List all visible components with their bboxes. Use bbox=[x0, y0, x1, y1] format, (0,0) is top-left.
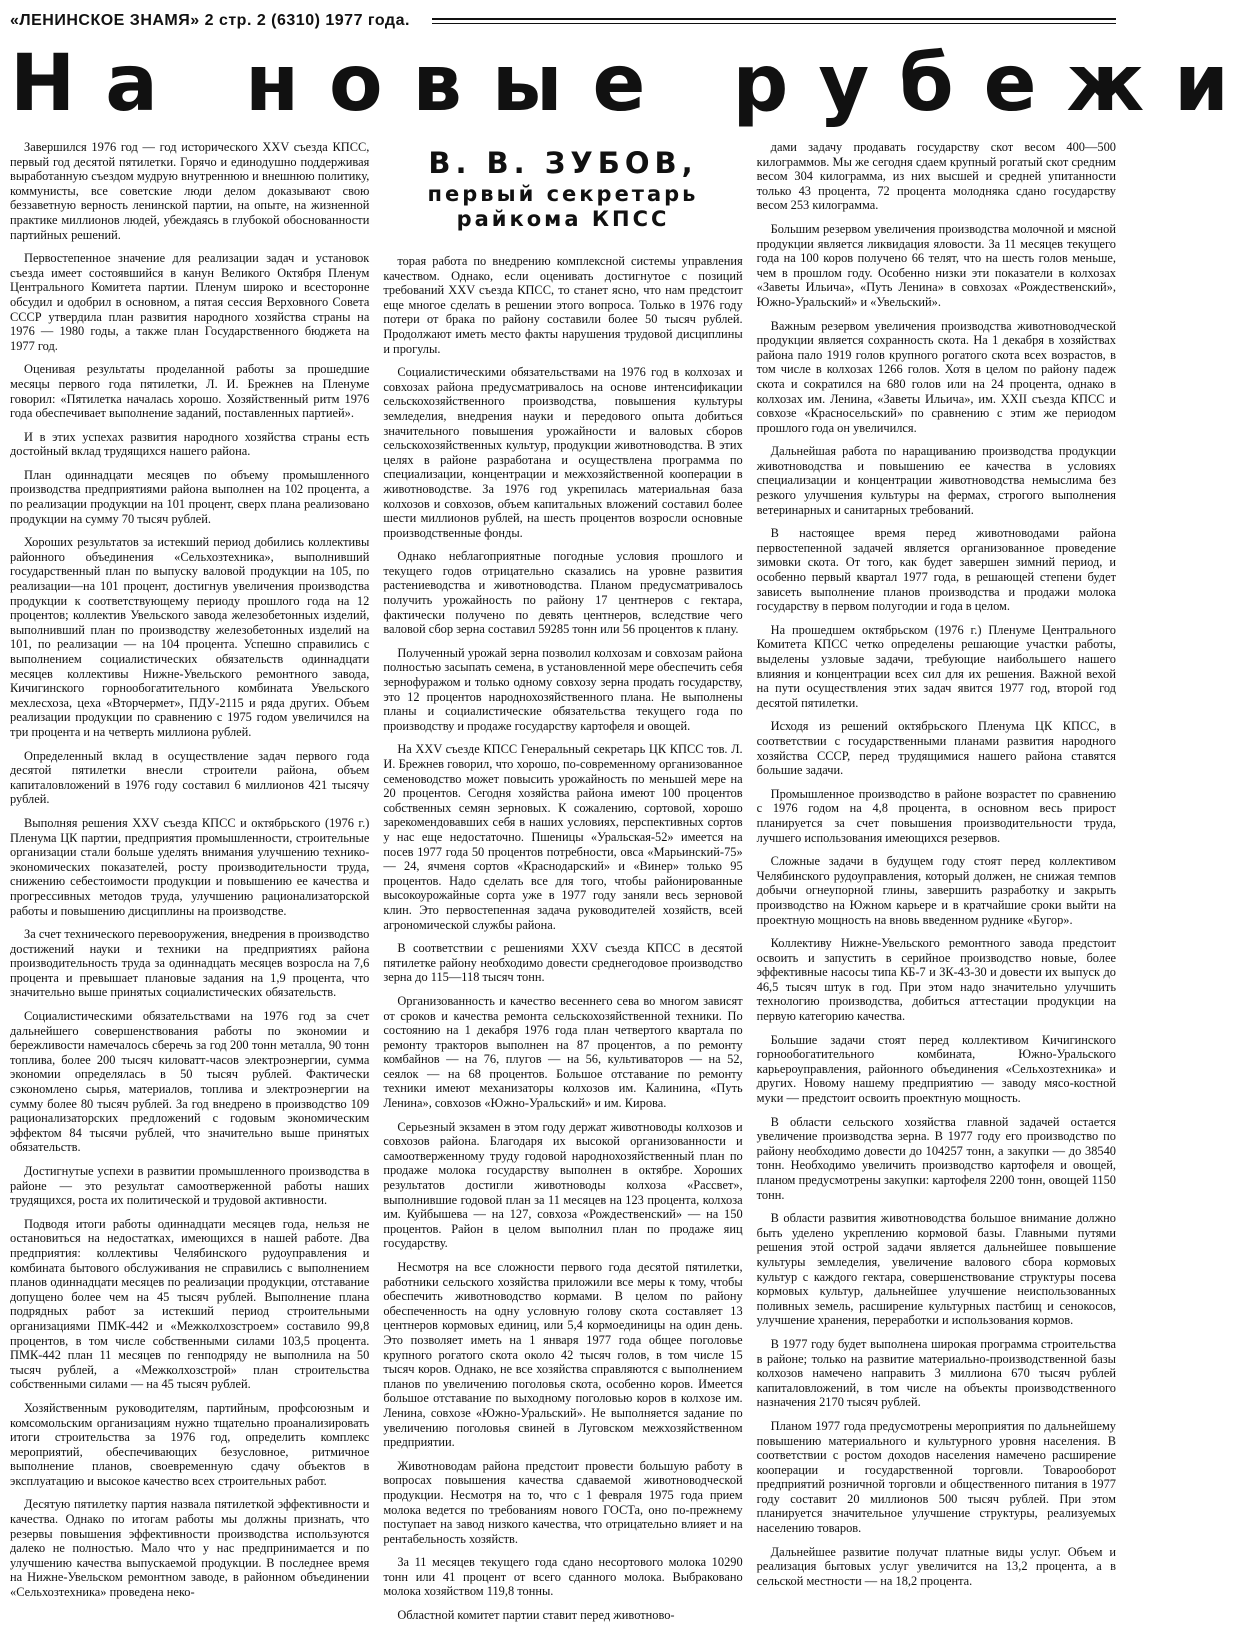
paragraph: План одиннадцати месяцев по объему промышленного производства предприятиями района выполнен на 102 процента, а по реализации продукции на 101 процент, сверх плана реализовано продукции на сумму 70 тысяч рублей. bbox=[10, 467, 370, 526]
paragraph: Серьезный экзамен в этом году держат животноводы колхозов и совхозов района. Благодаря их высокой организованности и самоотверженному труду годовой народнохозяйственный план по продаже молока государству выполнен в октябре. Хороших результатов достигли животноводы колхоза «Рассвет», выполнившие годовой план за 11 месяцев на 123 процента, колхоза им. Куйбышева — на 127, совхоза «Рождественский» — на 150 процентов. Район в целом выполнил план по продаже яиц государству. bbox=[383, 1119, 743, 1251]
masthead-rule bbox=[432, 23, 1116, 24]
paragraph: Несмотря на все сложности первого года десятой пятилетки, работники сельского хозяйства приложили все меры к тому, чтобы обеспечить животноводство кормами. В целом по району обеспеченность на одну условную голову скота составляет 13 центнеров кормовых единиц, или 5,4 кормоединицы на один день. Это позволяет иметь на 1 января 1977 года общее поголовье крупного рогатого скота около 42 тысяч голов, в том числе 15 тысяч коров. Однако, не все хозяйства справляются с выполнением планов по увеличению поголовья скота, особенно коров. Имеется большое отставание по выходному поголовью коров в колхозе им. Ленина, совхозе «Южно-Уральский». Не выполняется задание по увеличению поголовья свиней в Луговском межхозяйственном предприятии. bbox=[383, 1260, 743, 1450]
paragraph: Завершился 1976 год — год исторического XXV съезда КПСС, первый год десятой пятилетки. Горячо и единодушно поддерживая выработанную съездом мудрую внутреннюю и внешнюю политику, коммунисты, все советские люди делом доказывают свою беззаветную верность ленинской партии, на опыте, на жизненной практике миллионов людей, убеждаясь в глубокой обоснованности партийных решений. bbox=[10, 140, 370, 242]
paragraph: Социалистическими обязательствами на 1976 год в колхозах и совхозах района предусматривалось на основе интенсификации сельскохозяйственного производства, повышения культуры земледелия, внедрения науки и передового опыта добиться значительного повышения урожайности и валовых сборов сельскохозяйственных культур, продукции животноводства. В этих целях в районе разработана и осуществлена программа по специализации, концентрации и межхозяйственной кооперации в животноводстве. За 1976 год укрепилась материальная база колхозов и совхозов, объем капитальных вложений составил более шести миллионов рублей, на шесть процентов возросли основные производственные фонды. bbox=[383, 365, 743, 540]
paragraph: В области сельского хозяйства главной задачей остается увеличение производства зерна. В 1977 году его производство по району необходимо довести до 104257 тонн, а закупки — до 38540 тонн. Необходимо увеличить производство картофеля и овощей, планом предусмотрены закупки: картофеля 2200 тонн, овощей 1150 тонн. bbox=[756, 1114, 1116, 1202]
article-headline: На новые рубежи bbox=[10, 39, 1259, 129]
paragraph: Полученный урожай зерна позволил колхозам и совхозам района полностью засыпать семена, в установленной мере обеспечить себя зернофуражом и только одному совхозу зерна продать государству, это 12 процентов народнохозяйственного плана. Не выполнены планы и социалистические обязательства текущего года по производству и продаже государству картофеля и овощей. bbox=[383, 645, 743, 733]
paragraph: Дальнейшая работа по наращиванию производства продукции животноводства и повышению ее качества в условиях специализации и концентрации животноводства немыслима без резкого улучшения культуры на фермах, строгого выполнения ветеринарных и санитарных требований. bbox=[756, 444, 1116, 517]
article-column-3 bbox=[757, 140, 1116, 1635]
paragraph: Важным резервом увеличения производства животноводческой продукции является сохранность скота. На 1 декабря в хозяйствах района пало 1919 голов крупного рогатого скота всех возрастов, в том числе в колхозах 1266 голов. Хотя в целом по району падеж скота и сократился на 680 голов или на 24 процента, однако в колхозах им. Ленина, «Заветы Ильича», им. XXII съезда КПСС и совхозе «Красносельский» по сравнению с этим же периодом прошлого года он увеличился. bbox=[756, 318, 1116, 435]
paragraph: Исходя из решений октябрьского Пленума ЦК КПСС, в соответствии с государственными планами развития народного хозяйства СССР, перед трудящимися нашего района ставятся большие задачи. bbox=[756, 719, 1116, 778]
paragraph: Подводя итоги работы одиннадцати месяцев года, нельзя не остановиться на недостатках, имеющихся в нашей работе. Два предприятия: коллективы Челябинского рудоуправления и комбината бытового обслуживания не справились с выполнением планов одиннадцати месяцев по реализации продукции, отставание допущено более чем на 45 тысяч рублей. Выполнение плана подрядных работ за истекший период строительными организациями ПМК-442 и «Межколхозстроем» составило 99,8 процентов, в том числе собственными силами 103,5 процента. ПМК-442 план 11 месяцев по генподряду не выполнила на 50 тысяч рублей, а «Межколхозстрой» план строительства собственными силами — на 45 тысяч рублей. bbox=[10, 1216, 370, 1392]
paragraph: Определенный вклад в осуществление задач первого года десятой пятилетки внесли строители района, объем капиталовложений в 1976 году составил 6 миллионов 421 тысячу рублей. bbox=[10, 748, 370, 807]
paragraph: дами задачу продавать государству скот весом 400—500 килограммов. Мы же сегодня сдаем крупный рогатый скот средним весом 304 килограмма, из них высшей и средней упитанности только 43 процента, 72 процента молодняка сдано государству весом 253 килограмма. bbox=[756, 140, 1116, 213]
paragraph: Достигнутые успехи в развитии промышленного производства в районе — это результат самоотверженной работы наших трудящихся, роста их политической и трудовой активности. bbox=[10, 1164, 370, 1208]
byline bbox=[383, 144, 742, 232]
paragraph: Социалистическими обязательствами на 1976 год за счет дальнейшего совершенствования работы по экономии и бережливости намечалось сберечь за год 200 тонн металла, 90 тонн топлива, более 200 тысяч киловатт-часов электроэнергии, сумма экономии определялась в 50 тысяч рублей. Фактически сэкономлено сырья, материалов, топлива и электроэнергии на сумму более 80 тысяч рублей. За год внедрено в производство 109 рационализаторских предложений с годовым экономическим эффектом 84 тысячи рублей, что значительно выше принятых обязательств. bbox=[10, 1009, 370, 1155]
paragraph: Большие задачи стоят перед коллективом Кичигинского горнообогатительного комбината, Южно-Уральского карьероуправления, районного объединения «Сельхозтехника» и других. Новому нашему предприятию — заводу мясо-костной муки — предстоит освоить проектную мощность. bbox=[756, 1032, 1116, 1106]
masthead-rules bbox=[432, 15, 1116, 27]
paragraph: На XXV съезде КПСС Генеральный секретарь ЦК КПСС тов. Л. И. Брежнев говорил, что хорошо, по-современному организованное семеноводство может повысить урожайность по меньшей мере на 20 процентов. Сегодня хозяйства района имеют 100 процентов собственных семян зерновых. К сожалению, сортовой, хорошо зарекомендовавших себя в наших условиях, перспективных сортов у нас еще недостаточно. Пшеницы «Уральская-52» имеется на посев 1977 года 50 процентов потребности, овса «Марьинский-75» — 24, ячменя сортов «Краснодарский» и «Винер» только 95 процентов. Надо сделать все для того, чтобы районированные высокоурожайные сорта уже в 1977 году заняли весь зерновой клин. Это первостепенная задача руководителей хозяйств, всей агрономической службы района. bbox=[383, 742, 743, 932]
author-organization: райкома КПСС bbox=[456, 207, 670, 231]
paragraph: Планом 1977 года предусмотрены мероприятия по дальнейшему повышению материального и культурного уровня населения. В соответствии с ростом доходов населения намечено расширение кооперации и государственной торговли. Товарооборот предприятий розничной торговли и общественного питания в 1977 году составит 20 миллионов 500 тысяч рублей. При этом планируется значительное улучшение структуры, реализуемых населению товаров. bbox=[756, 1418, 1116, 1536]
paragraph: Организованность и качество весеннего сева во многом зависят от сроков и качества ремонта сельскохозяйственной техники. По состоянию на 1 декабря 1976 года план четвертого квартала по ремонту тракторов выполнен на 87 процентов, а по ремонту комбайнов — на 76, плугов — на 56, культиваторов — на 52, сеялок — на 68 процентов. Большое отставание по ремонту техники имеют механизаторы колхозов им. Калинина, «Путь Ленина», совхозов «Южно-Уральский» и им. Кирова. bbox=[383, 993, 743, 1111]
paragraph: Хороших результатов за истекший период добились коллективы районного объединения «Сельхозтехника», выполнивший государственный план по выпуску валовой продукции на 105, по реализации—на 101 процент, достигнув увеличения производства продукции к соответствующему периоду прошлого года на 12 процентов; коллектив Увельского завода железобетонных изделий, выполнивший план по производству железобетонных изделий на 101, по реализации — на 104 процента. Успешно справились с выполнением социалистических обязательств одиннадцати месяцев коллективы Нижне-Увельского ремонтного завода, Кичигинского горнообогатительного комбината Увельского мехлесхоза, цеха «Вторчермет», ПДУ-2115 и ряда других. Объем реализации продукции по сравнению с 1975 годом увеличился на три процента и на четверть миллиона рублей. bbox=[10, 535, 370, 739]
paragraph: Хозяйственным руководителям, партийным, профсоюзным и комсомольским организациям нужно тщательно проанализировать итоги строительства за 1976 год, определить комплекс мероприятий, обеспечивающих безусловное, ритмичное выполнение планов, своевременную сдачу объектов в эксплуатацию и высокое качество всех строительных работ. bbox=[10, 1400, 370, 1488]
paragraph: Промышленное производство в районе возрастет по сравнению с 1976 годом на 4,8 процента, в основном весь прирост планируется за счет повышения производительности труда, лучшего использования имеющихся резервов. bbox=[756, 786, 1116, 845]
paragraph: Первостепенное значение для реализации задач и установок съезда имеет состоявшийся в канун Великого Октября Пленум Центрального Комитета партии. Пленум широко и всесторонне обсудил и одобрил в основном, а пятая сессия Верховного Совета СССР утвердила план развития народного хозяйства страны на 1976 — 1980 годы, а также план Государственного бюджета на 1977 год. bbox=[10, 251, 370, 353]
paragraph: За счет технического перевооружения, внедрения в производство достижений науки и техники на предприятиях района производительность труда за одиннадцать месяцев возросла на 7,6 процента и превышает плановые задания на 1,9 процента, что значительно выше принятых социалистических обязательств. bbox=[10, 927, 370, 1000]
paragraph: Коллективу Нижне-Увельского ремонтного завода предстоит освоить и запустить в серийное производство новые, более эффективные насосы типа КБ-7 и ЗК-43-30 и довести их выпуск до 46,5 тысяч штук в год. При этом надо значительно улучшить технологию производства, добиться аттестации продукции на первую категорию качества. bbox=[756, 936, 1116, 1024]
paragraph: Однако неблагоприятные погодные условия прошлого и текущего годов отрицательно сказались на уровне развития растениеводства и животноводства. Планом предусматривалось получить урожайность по району 17 центнеров с гектара, фактически получено по девять центнеров, вследствие чего валовой сбор зерна составил 59285 тонн или 56 процентов к плану. bbox=[383, 549, 743, 637]
masthead-rule bbox=[432, 18, 1116, 20]
paragraph: На прошедшем октябрьском (1976 г.) Пленуме Центрального Комитета КПСС четко определены решающие участки работы, выделены узловые задачи, требующие наибольшего нашего влияния и концентрации всех сил для их решения. Важной вехой на пути осуществления этих задач явится 1977 год, второй год десятой пятилетки. bbox=[756, 622, 1116, 710]
paragraph: За 11 месяцев текущего года сдано несортового молока 10290 тонн или 41 процент от всего сданного молока. Выбраковано молока хозяйством 119,8 тонны. bbox=[383, 1555, 743, 1599]
paragraph: Животноводам района предстоит провести большую работу в вопросах повышения качества сдаваемой животноводческой продукции. Несмотря на то, что с 1 февраля 1975 года прием молока ведется по требованиям нового ГОСТа, оно по-прежнему поступает на завод низкого качества, что отрицательно влияет и на рентабельность хозяйств. bbox=[383, 1458, 743, 1546]
paragraph: Областной комитет партии ставит перед животново- bbox=[397, 1608, 675, 1623]
masthead bbox=[10, 8, 1116, 34]
paragraph: Дальнейшее развитие получат платные виды услуг. Объем и реализация бытовых услуг увеличится на 13,2 процента, а в сельской местности — на 18,2 процента. bbox=[756, 1544, 1116, 1588]
paragraph: Выполняя решения XXV съезда КПСС и октябрьского (1976 г.) Пленума ЦК партии, предприятия промышленности, строительные организации стали больше уделять внимания улучшению технико-экономических показателей, росту производительности труда, снижению себестоимости продукции и повышению ее качества и прогрессивных методов труда, улучшению рационализаторской работы и повышению дисциплины на производстве. bbox=[10, 815, 370, 918]
running-head: «ЛЕНИНСКОЕ ЗНАМЯ» 2 стр. 2 (6310) 1977 года. bbox=[10, 12, 410, 29]
paragraph: торая работа по внедрению комплексной системы управления качеством. Однако, если оценивать достигнутое с позиций требований XXV съезда КПСС, то станет ясно, что нам предстоит еще многое сделать в решении этого вопроса. Только в 1976 году потери от брака по району составили более 50 тысяч рублей. Продолжают иметь место факты нарушения трудовой дисциплины и прогулы. bbox=[383, 254, 743, 356]
paragraph: Сложные задачи в будущем году стоят перед коллективом Челябинского рудоуправления, который должен, не снижая темпов добычи огнеупорной глины, завершить разработку и закрыть производство на Южном карьере и в кратчайшие сроки выйти на проектную мощность на вновь введенном руднике «Бугор». bbox=[756, 854, 1116, 927]
paragraph: Большим резервом увеличения производства молочной и мясной продукции является ликвидация яловости. За 11 месяцев текущего года на 100 коров получено 66 телят, что на шесть голов меньше, чем в прошлом году. Особенно низки эти показатели в колхозах «Заветы Ильича», «Путь Ленина» в совхозах «Рождественский», Южно-Уральский» и «Увельский». bbox=[756, 221, 1116, 309]
paragraph: В настоящее время перед животноводами района первостепенной задачей является организованное проведение зимовки скота. От того, как будет завершен зимний период, и особенно первый квартал 1977 года, в решающей степени будет зависеть выполнение планов производства и продажи молока государству в первом полугодии и года в целом. bbox=[756, 526, 1116, 614]
paragraph: В области развития животноводства большое внимание должно быть уделено укреплению кормовой базы. Главными путями решения этой острой задачи является дальнейшее повышение культуры земледелия, увеличение валового сбора кормовых культур с каждого гектара, совершенствование структуры посева кормовых культур, дальнейшее улучшение неиспользованных поливных земель, расширение культурных пастбищ и сенокосов, улучшение хранения, переработки и использования кормов. bbox=[756, 1211, 1116, 1328]
paragraph: Десятую пятилетку партия назвала пятилеткой эффективности и качества. Однако по итогам работы мы должны признать, что резервы повышения эффективности производства используются далеко не полностью. Мало что у нас предпринимается и по улучшению качества выпускаемой продукции. В последнее время на Нижне-Увельском ремонтном заводе, в районном объединении «Сельхозтехника» проведена неко- bbox=[10, 1497, 370, 1600]
article-columns bbox=[10, 140, 1116, 1635]
article-column-1 bbox=[10, 140, 369, 1635]
paragraph: Оценивая результаты проделанной работы за прошедшие месяцы первого года пятилетки, Л. И. Брежнев на Пленуме говорил: «Пятилетка началась хорошо. Хозяйственный ритм 1976 года обеспечивает выполнение заданий, поставленных партией». bbox=[10, 362, 370, 421]
paragraph: В 1977 году будет выполнена широкая программа строительства в районе; только на развитие материально-производственной базы колхозов намечено направить 3 миллиона 670 тысяч рублей капиталовложений, в том числе на объекты производственного назначения 2170 тысяч рублей. bbox=[756, 1336, 1116, 1410]
author-name: В. В. ЗУБОВ, bbox=[428, 146, 698, 180]
paragraph: В соответствии с решениями XXV съезда КПСС в десятой пятилетке району необходимо довести среднегодовое производство зерна до 115—118 тысяч тонн. bbox=[383, 941, 743, 985]
author-position: первый секретарь bbox=[427, 182, 699, 206]
article-column-2 bbox=[383, 140, 742, 1635]
paragraph: И в этих успехах развития народного хозяйства страны есть достойный вклад трудящихся нашего района. bbox=[10, 429, 370, 459]
